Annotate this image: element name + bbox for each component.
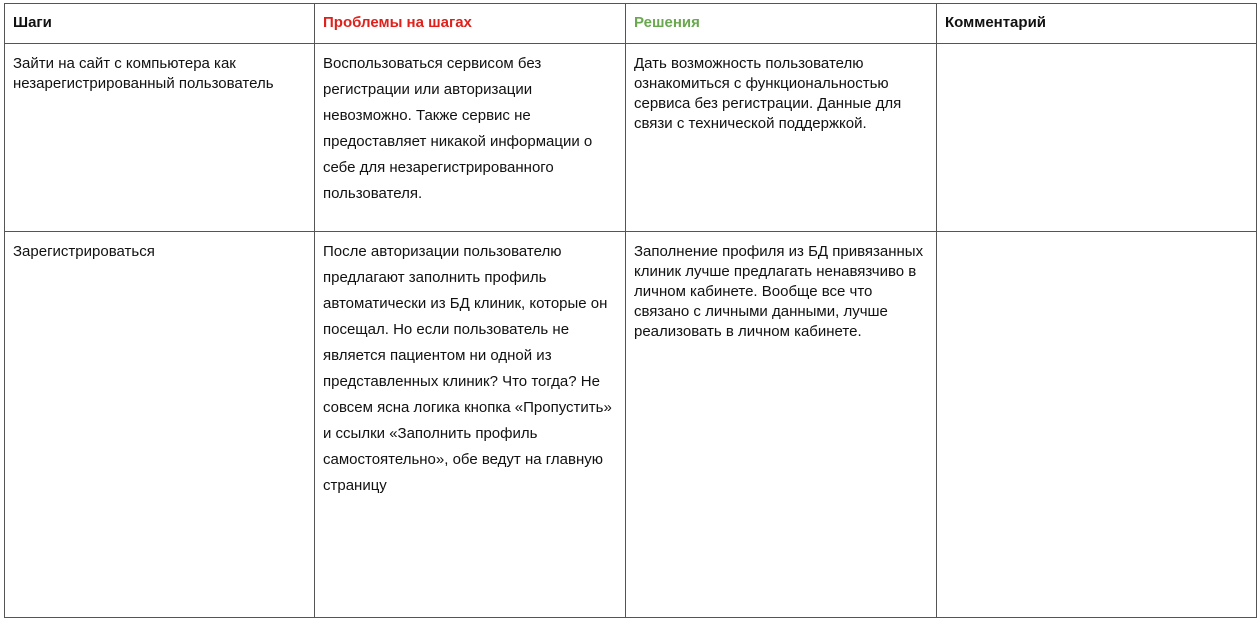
solution-cell[interactable]	[626, 232, 937, 618]
comment-cell[interactable]	[937, 232, 1257, 618]
table-row	[5, 232, 1257, 618]
problem-text: После авторизации пользователю предлагают заполнить профиль автоматически из БД клиник, которые он посещал. Но если пользователь не является пациентом ни одной из представленных клиник? Что тогда? Не совсем ясна логика кнопка «Пропустить» и ссылки «Заполнить профиль самостоятельно», обе ведут на главную страницу	[323, 243, 612, 494]
solution-text: Дать возможность пользователю ознакомиться с функциональностью сервиса без регистрации. Данные для связи с технической поддержкой.	[634, 55, 902, 132]
solution-text: Заполнение профиля из БД привязанных клиник лучше предлагать ненавязчиво в личном кабинете. Вообще все что связано с личными данными, лучше реализовать в личном кабинете.	[634, 243, 924, 340]
steps-problems-table	[4, 3, 1257, 618]
table-row	[5, 44, 1257, 232]
problem-cell[interactable]	[315, 44, 626, 232]
problem-text: Воспользоваться сервисом без регистрации или авторизации невозможно. Также сервис не предоставляет никакой информации о себе для незарегистрированного пользователя.	[323, 55, 593, 202]
header-solutions: Решения	[626, 4, 937, 44]
step-cell[interactable]	[5, 44, 315, 232]
header-comment: Комментарий	[937, 4, 1257, 44]
step-text: Зайти на сайт с компьютера как незарегистрированный пользователь	[13, 55, 274, 92]
comment-cell[interactable]	[937, 44, 1257, 232]
solution-cell[interactable]	[626, 44, 937, 232]
table-header-row	[5, 4, 1257, 44]
header-problems: Проблемы на шагах	[315, 4, 626, 44]
step-cell[interactable]	[5, 232, 315, 618]
header-steps: Шаги	[5, 4, 315, 44]
problem-cell[interactable]	[315, 232, 626, 618]
step-text: Зарегистрироваться	[13, 243, 155, 260]
